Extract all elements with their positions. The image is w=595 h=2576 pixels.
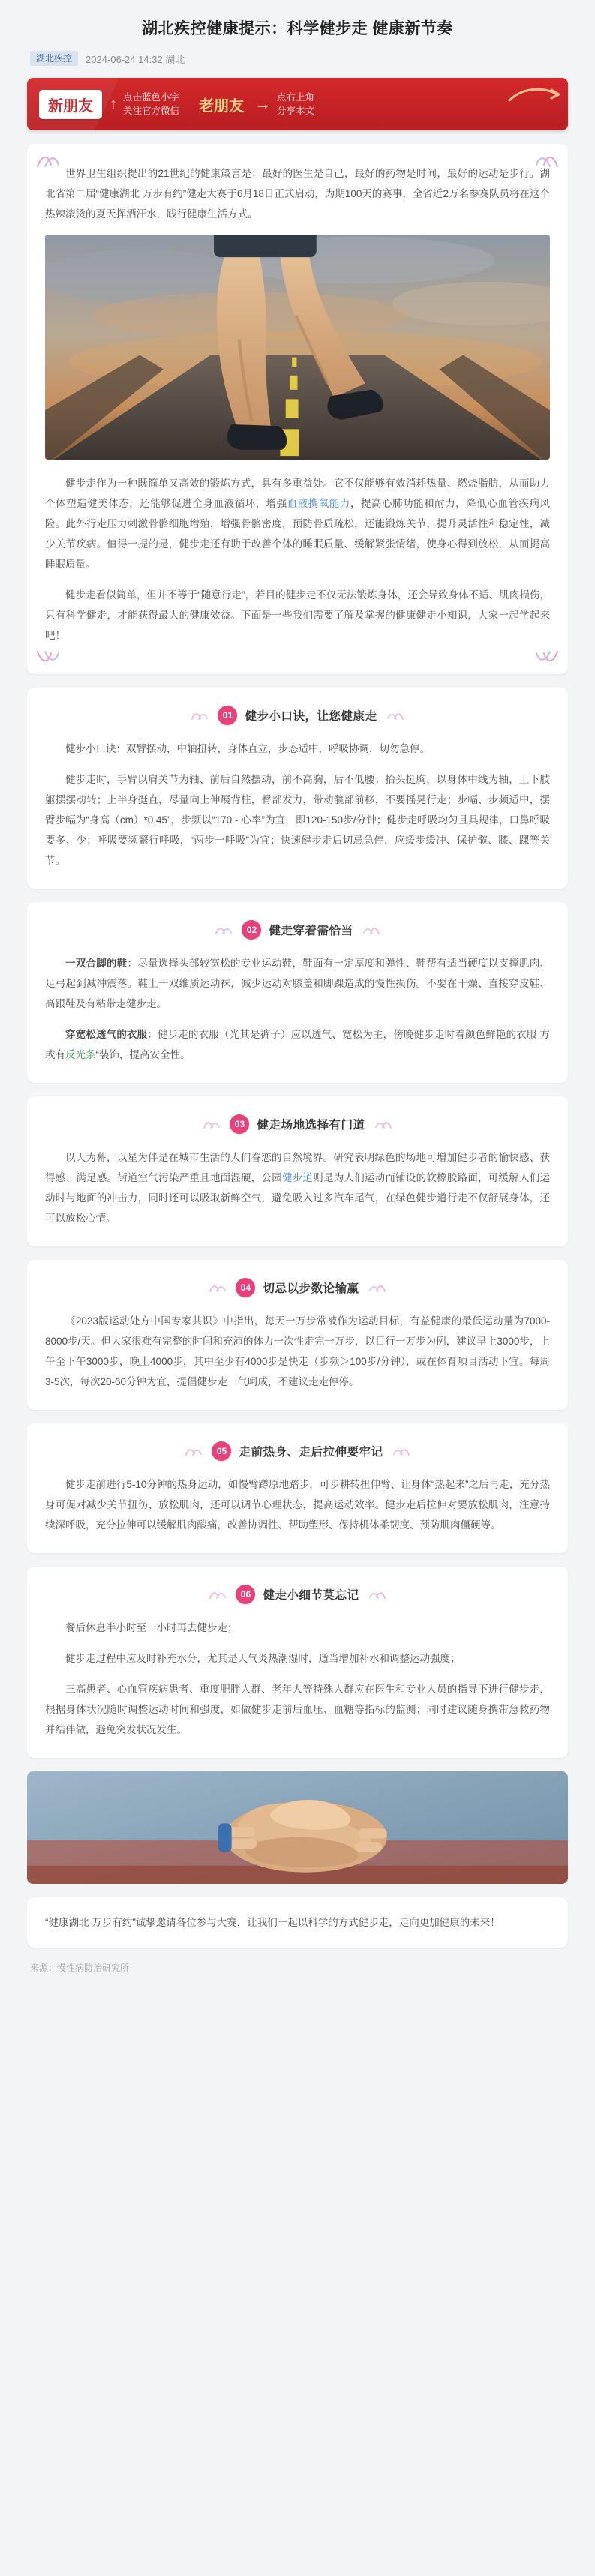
- wave-decoration-icon: [185, 1446, 204, 1456]
- section-title: 健走小细节莫忘记: [263, 1589, 359, 1603]
- wave-decoration-icon: [209, 1282, 228, 1293]
- follow-banner-wrapper: [0, 78, 595, 144]
- wave-decoration-icon: [191, 710, 210, 721]
- section-number-badge: 03: [230, 1114, 249, 1134]
- intro-paragraph-2: 健步走作为一种既简单又高效的锻炼方式，具有多重益处。它不仅能够有效消耗热量、燃烧脂肪，从而助力个体塑造健美体态，还能够促进全身血液循环，增强血液携氧能力，提高心肺功能和耐力，降低心血管疾病风险。此外行走压力刺激骨骼细胞增殖，增强骨骼密度，预防骨质疏松，还能锻炼关节，提升灵活性和稳定性，减少关节疾病。值得一提的是，健步走还有助于改善个体的睡眠质量、缓解紧张情绪，使身心得到放松，从而提高睡眠质量。: [45, 478, 551, 571]
- section-title: 健走穿着需恰当: [269, 925, 353, 938]
- section-number-badge: 01: [218, 706, 237, 725]
- section-card-01: [27, 688, 568, 889]
- old-friend-tag: 老朋友: [199, 97, 245, 115]
- intro-paragraph-1: 世界卫生组织提出的21世纪的健康箴言是：最好的医生是自己，最好的药物是时间，最好的运动是步行。湖北省第二届“健康湖北 万步有约”健走大赛于6月18日正式启动，为期100天的赛事，全省近2万名参赛队员将在这个热辣滚烫的夏天挥洒汗水，践行健康生活方式。: [45, 168, 550, 220]
- old-friend-line2: 分享本文: [277, 106, 315, 117]
- section-number-badge: 06: [236, 1585, 255, 1604]
- publisher-badge: 湖北疾控: [30, 51, 78, 66]
- wave-decoration-icon: [373, 1119, 392, 1129]
- section-paragraph: 健步小口诀：双臂摆动，中轴扭转，身体直立，步态适中，呼吸协调，切勿急停。: [65, 743, 430, 755]
- intro-paragraph-3: 健步走看似简单，但并不等于“随意行走”，若目的健步走不仅无法锻炼身体，还会导致身体不适、肌肉损伤，只有科学健走，才能获得最大的健康效益。下面是一些我们需要了解及掌握的健康健走小知识，大家一起学起来吧！: [45, 589, 550, 642]
- old-friend-line1: 点右上角: [277, 92, 315, 103]
- section-heading: [45, 1278, 550, 1297]
- arrow-right-icon: →: [254, 94, 272, 114]
- section-heading: [45, 1441, 550, 1461]
- section-paragraph: 健步走过程中应及时补充水分，尤其是天气炎热潮湿时，适当增加补水和调整运动强度；: [65, 1653, 461, 1665]
- section-paragraph: 健步走时，手臂以肩关节为轴、前后自然摆动，前不高胸，后不低腰；抬头挺胸，以身体中线为轴，上下肢躯摆摆动转；上半身挺直，尽量向上伸展背柱，臀部发力，带动髋部前移，不要摇晃行走；步幅、步频适中，摆臂步幅为“身高（cm）*0.45”，步频以“170 - 心率”为宜，即120-150步/分钟；健步走呼吸均匀且具规律，口鼻呼吸要多、少；呼吸要频繁行呼吸，“两步一呼吸”为宜；快速健步走后切忌急停，应缓步缓冲、保护髋、膝、踝等关节。: [45, 774, 550, 867]
- wave-decoration-icon: [385, 710, 404, 721]
- hero-image-runner: [45, 235, 550, 460]
- section-paragraph: 《2023版运动处方中国专家共识》中指出，每天一万步常被作为运动目标，有益健康的最低运动量为7000-8000步/天。但大家很难有完整的时间和充沛的体力一次性走完一万步，以目行一万步为例，建议早上3000步，上午至下午3000步，晚上4000步，其中至少有4000步是快走（步频＞100步/分钟），或在体育项目活动下宜。每周3-5次，每次20-60分钟为宜，提倡健步走一气呵成，不建议走走停停。: [45, 1315, 550, 1388]
- bottom-image-hands: [27, 1771, 568, 1884]
- closing-quote: “健康湖北 万步有约”诚挚邀请各位参与大赛，让我们一起以科学的方式健步走，走向更加健康的未来！: [45, 1917, 500, 1929]
- section-card-02: [27, 902, 568, 1083]
- section-heading: [45, 1585, 550, 1604]
- arrow-up-icon: ↑: [110, 96, 117, 113]
- wave-decoration-icon: [367, 1282, 386, 1293]
- new-friend-line2: 关注官方微信: [123, 106, 180, 117]
- section-heading: [45, 1114, 550, 1134]
- section-heading: [45, 706, 550, 725]
- sections-container: [0, 688, 595, 1758]
- old-friend-instructions: [277, 91, 314, 118]
- section-title: 走前热身、走后拉伸要牢记: [239, 1446, 383, 1459]
- section-card-04: [27, 1260, 568, 1410]
- section-paragraph: 三高患者、心血管疾病患者、重度肥胖人群、老年人等特殊人群应在医生和专业人员的指导下进行健步走，根据身体状况随时调整运动时间和强度，如做健步走前后血压、血糖等指标的监测；同时建议随身携带急救药物并结伴做，避免突发状况发生。: [45, 1684, 550, 1736]
- section-number-badge: 04: [236, 1278, 255, 1297]
- corner-decoration-icon: [35, 649, 66, 668]
- new-friend-tag: 新朋友: [39, 90, 102, 119]
- new-friend-instructions: [123, 91, 179, 118]
- section-number-badge: 02: [242, 920, 261, 940]
- section-paragraph: 健步走前进行5-10分钟的热身运动，如慢臂蹲原地踏步，可步耕转扭伸臂、让身体“热起来”之后再走，充分热身可促对减少关节扭伤、放松肌肉，还可以调节心理状态，提高运动效率。健步走后拉伸对要放松肌肉，注意持续深呼吸，充分拉伸可以缓解肌肉酸痛，改善协调性、帮助塑形、保持机体柔韧度、预防肌肉僵硬等。: [45, 1479, 550, 1531]
- follow-banner[interactable]: [27, 78, 568, 130]
- section-title: 健走场地选择有门道: [257, 1119, 365, 1132]
- page-title: 湖北疾控健康提示：科学健步走 健康新节奏: [142, 20, 453, 37]
- intro-card: [27, 144, 568, 674]
- corner-decoration-icon: [529, 649, 560, 668]
- source-text: 来源：慢性病防治研究所: [30, 1963, 130, 1974]
- wave-decoration-icon: [391, 1446, 410, 1456]
- section-heading: [45, 920, 550, 940]
- section-card-03: [27, 1096, 568, 1246]
- article-meta: [0, 51, 595, 78]
- wave-decoration-icon: [367, 1589, 386, 1600]
- section-card-06: [27, 1567, 568, 1758]
- wave-decoration-icon: [215, 925, 234, 935]
- publish-date: 2024-06-24 14:32 湖北: [86, 53, 185, 65]
- section-paragraph: 以天为幕，以星为伴是在城市生活的人们眷恋的自然境界。研究表明绿色的场地可增加健步者的愉快感、获得感、满足感。街道空气污染严重且地面湿硬，公园健步道则是为人们运动而铺设的软橡胶路面，可缓解人们运动时与地面的冲击力，同时还可以吸取新鲜空气，避免吸入过多汽车尾气，在绿色健步道行走不仅舒展身体，还可以放松心情。: [45, 1152, 551, 1225]
- wave-decoration-icon: [209, 1589, 228, 1600]
- section-card-05: [27, 1423, 568, 1553]
- section-title: 健步小口诀，让您健康走: [245, 710, 377, 724]
- section-paragraph: 穿宽松透气的衣服：健步走的衣服（光其是裤子）应以透气、宽松为主，傍晚健步走时着颜色鲜艳的衣服 方或有反光条“装饰，提高安全性。: [45, 1029, 551, 1061]
- new-friend-line1: 点击蓝色小字: [123, 92, 180, 103]
- section-paragraph: 餐后休息半小时至一小时再去健步走；: [65, 1622, 238, 1634]
- section-title: 切忌以步数论输赢: [263, 1282, 359, 1296]
- closing-quote-card: [27, 1897, 568, 1948]
- swoosh-decoration: [508, 84, 560, 106]
- wave-decoration-icon: [203, 1119, 222, 1129]
- wave-decoration-icon: [361, 925, 380, 935]
- section-paragraph: 一双合脚的鞋：尽量选择头部较宽松的专业运动鞋，鞋面有一定厚度和弹性、鞋帮有适当硬度以支撑肌肉、足弓起到减冲震落。鞋上一双维质运动袜，减少运动对膝盖和脚踝造成的慢性损伤。不要在干燥、直接穿皮鞋、高跟鞋及有粘带走健步走。: [45, 958, 550, 1010]
- section-number-badge: 05: [212, 1441, 231, 1461]
